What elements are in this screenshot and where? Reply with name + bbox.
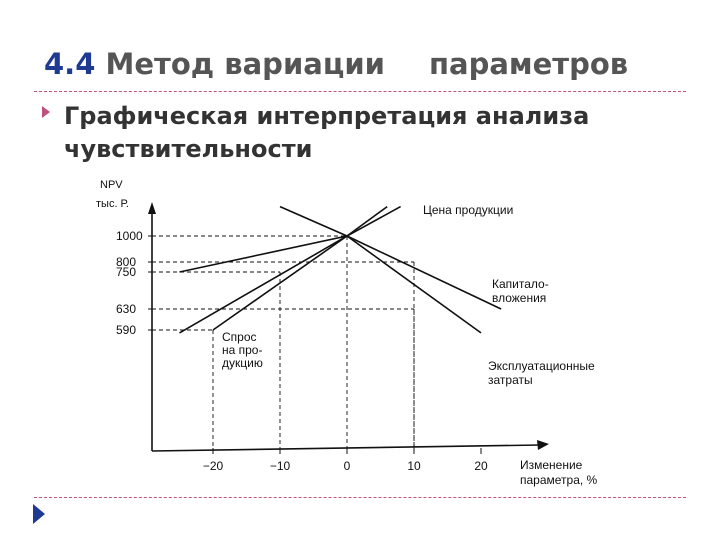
y-tick-label: 590: [116, 323, 137, 337]
x-axis-arrow: [537, 440, 549, 450]
series-label: Капитало-: [492, 277, 549, 291]
x-axis-label: параметра, %: [520, 473, 598, 487]
series-line: [180, 236, 502, 309]
y-axis-label: NPV: [100, 179, 123, 191]
series-line: [213, 207, 401, 330]
bullet-text: Графическая интерпретация анализа чувствительности: [64, 102, 590, 163]
footer-divider: [34, 497, 686, 498]
x-tick-label: 0: [343, 459, 351, 473]
series-label: Цена продукции: [423, 203, 514, 217]
series-line: [280, 207, 481, 333]
y-axis-arrow: [148, 202, 156, 214]
footer-arrow-icon: [33, 504, 45, 524]
series-label: на про-: [222, 343, 263, 357]
y-axis-label: тыс. Р.: [96, 198, 129, 210]
x-axis-label: Изменение: [520, 458, 583, 472]
title-part-2: параметров: [428, 47, 629, 81]
y-tick-label: 1000: [116, 229, 143, 243]
series-label: Спрос: [222, 330, 257, 344]
series-label: затраты: [488, 373, 533, 387]
x-tick-label: −10: [269, 459, 291, 473]
series-label: Эксплуатационные: [488, 359, 595, 373]
y-tick-label: 800: [116, 255, 137, 269]
title-part-1: Метод вариации: [105, 47, 385, 81]
x-tick-label: 20: [474, 459, 488, 473]
x-tick-label: 10: [407, 459, 421, 473]
y-tick-label: 750: [116, 265, 137, 279]
title-number: 4.4: [44, 47, 96, 81]
series-label: вложения: [492, 291, 547, 305]
series-label: дукцию: [222, 356, 263, 370]
x-axis: [152, 445, 540, 451]
y-tick-label: 630: [116, 302, 137, 316]
x-tick-label: −20: [202, 459, 224, 473]
series-line: [180, 207, 388, 333]
